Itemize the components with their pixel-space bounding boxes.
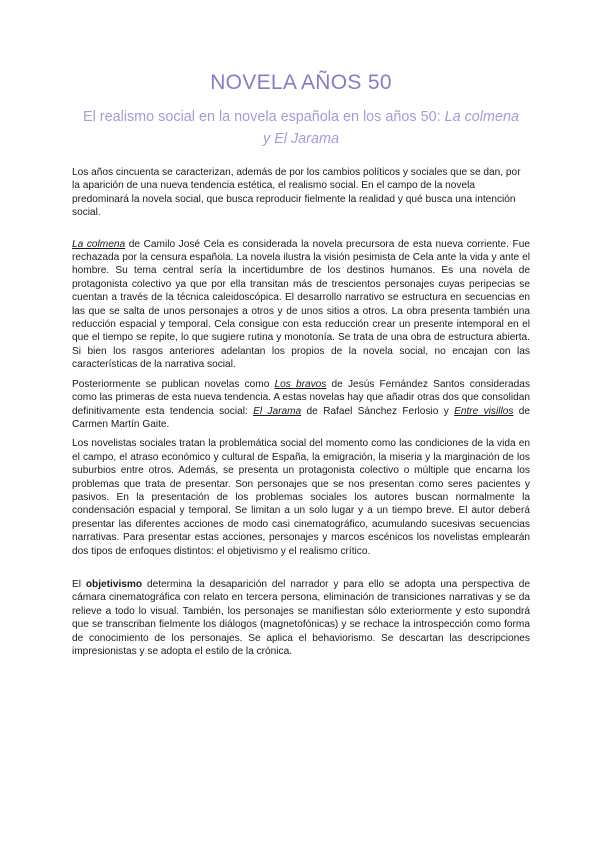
subtitle-works: La colmena y El Jarama xyxy=(263,109,519,147)
subtitle-main: El realismo social en la novela española en los años 50: xyxy=(83,109,445,125)
posterior-paragraph xyxy=(72,378,530,432)
posterior-text-3: de Rafael Sánchez Ferlosio y xyxy=(301,405,455,417)
document-title: NOVELA AÑOS 50 xyxy=(210,71,392,94)
posterior-text-1: Posteriormente se publican novelas como xyxy=(72,378,275,390)
posterior-text-4: de Carmen Martín Gaite. xyxy=(72,405,530,430)
colmena-title: La colmena xyxy=(72,238,126,250)
objetivismo-paragraph xyxy=(72,578,530,658)
colmena-paragraph xyxy=(72,238,530,372)
objetivismo-term: objetivismo xyxy=(85,578,143,590)
work-los-bravos: Los bravos xyxy=(274,378,327,390)
intro-paragraph: Los años cincuenta se caracterizan, además de por los cambios políticos y sociales que se dan, por la aparición de una nueva tendencia estética, el realismo social. En el campo de la novela predominará la novela social, que busca reproducir fielmente la realidad y qué busca una intención social. xyxy=(72,167,521,219)
novelistas-paragraph: Los novelistas sociales tratan la problemática social del momento como las condiciones de la vida en el campo, el atraso económico y cultural de España, la emigración, la miseria y la marginación de los suburbios entre otros. Además, se presenta un protagonista colectivo o múltiple que encarna los problemas que trata de presentar. Son personajes que se nos presentan como seres pacientes y pasivos. En la presentación de los problemas sociales los autores buscan normalmente la condensación espacial y temporal. Se limitan a un solo lugar y a un tiempo breve. El autor deberá presentar las diferentes acciones de modo casi cinematográfico, acumulando sucesivas secuencias narrativas. Para presentar estas acciones, personajes y marcos escénicos los novelistas emplearán dos tipos de enfoques distintos: el objetivismo y el realismo crítico. xyxy=(72,438,530,557)
objetivismo-text: determina la desaparición del narrador y para ello se adopta una perspectiva de cámara cinematográfica con relato en tercera persona, eliminación de transiciones narrativas y se da relieve a todo lo visual. También, los personajes se manifiestan sólo exteriormente y esto supondrá que se transcriban fielmente los diálogos (magnetofónicas) y se rechace la introspección como forma de conocimiento de los personajes. Se aplica el behaviorismo. Se descartan las descripciones impresionistas y se adopta el estilo de la crónica. xyxy=(72,578,530,657)
posterior-text-2: de Jesús Fernández Santos consideradas como las primeras de esta nueva tendencia. A estas novelas hay que añadir otras dos que consolidan definitivamente esta tendencia social: xyxy=(72,378,531,417)
document-subtitle xyxy=(78,106,524,150)
colmena-text: de Camilo José Cela es considerada la novela precursora de esta nueva corriente. Fue rechazada por la censura española. La novela ilustra la visión pesimista de Cela ante la vida y ante el hombre. Su tema central sería la incertidumbre de los destinos humanos. Es una novela de protagonista colectivo ya que por ella transitan más de trescientos personajes cuyas peripecias se cuentan a través de la técnica caleidoscópica. El desarrollo narrativo se estructura en secuencias en las que se salta de unos personajes a otros y de unos sitios a otros. La obra presenta también una reducción espacial y temporal. Cela consigue con esta reducción crear un presente intemporal en el que el tiempo se repite, lo que sugiere rutina y monotonía. Se trata de una obra de estructura abierta. Si bien los rasgos anteriores adelantan los propios de la novela social, no encajan con las características de la narrativa social. xyxy=(72,238,530,371)
work-entre-visillos: Entre visillos xyxy=(454,405,514,417)
work-el-jarama: El Jarama xyxy=(253,405,302,417)
objetivismo-lead: El xyxy=(72,578,86,590)
